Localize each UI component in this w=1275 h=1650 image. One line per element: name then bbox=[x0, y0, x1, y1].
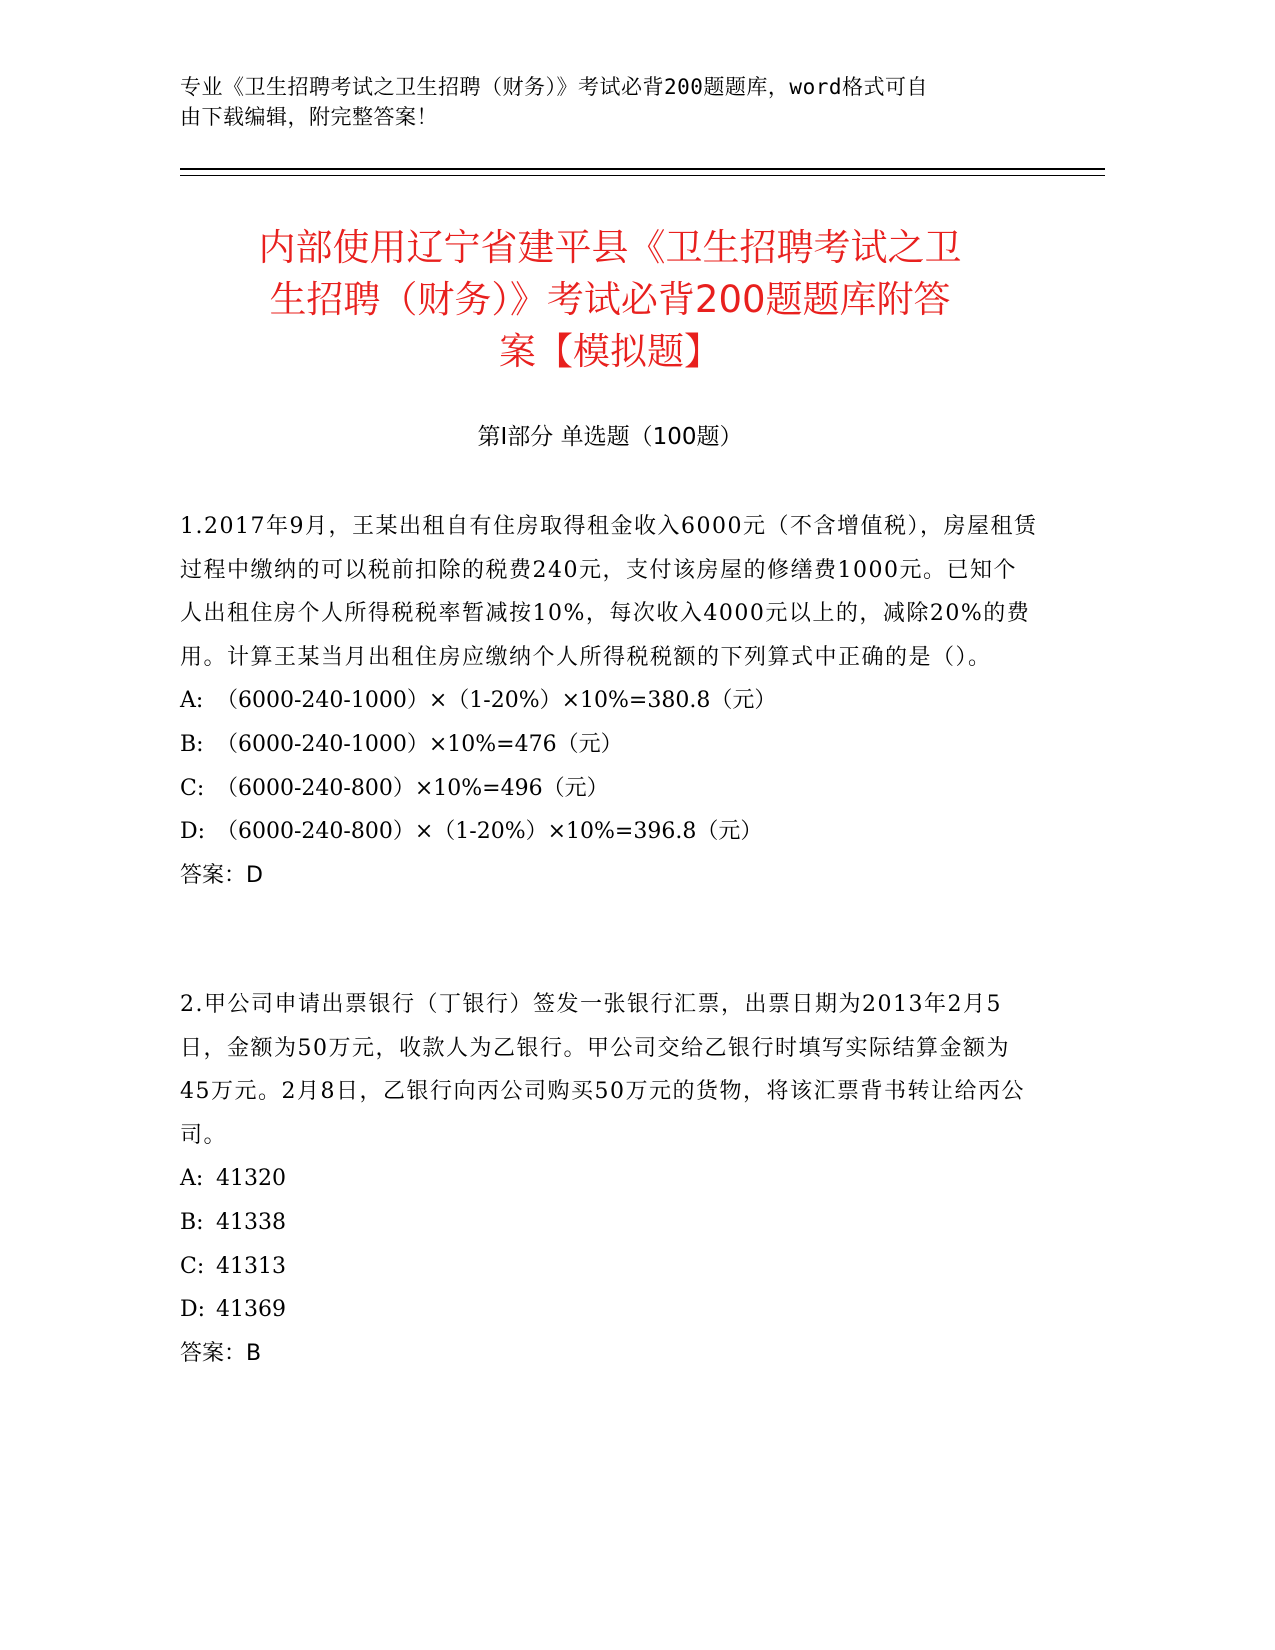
option-key: A: bbox=[180, 1166, 204, 1192]
option-a bbox=[180, 679, 1040, 723]
option-text: 41338 bbox=[216, 1209, 286, 1235]
document-title-line: 生招聘（财务）》考试必背200题题库附答 bbox=[269, 278, 951, 321]
option-key: C: bbox=[180, 775, 205, 801]
document-title-line: 案【模拟题】 bbox=[499, 330, 721, 373]
section-title: 第Ⅰ部分 单选题（100题） bbox=[477, 424, 743, 450]
option-text: （6000-240-1000）×10%=476（元） bbox=[216, 731, 623, 757]
option-text: 41369 bbox=[216, 1297, 286, 1323]
option-d bbox=[180, 810, 1040, 854]
option-b bbox=[180, 723, 1040, 767]
option-key: C: bbox=[180, 1253, 205, 1279]
header-divider-thick bbox=[180, 168, 1105, 170]
option-key: B: bbox=[180, 1209, 204, 1235]
option-text: （6000-240-1000）×（1-20%）×10%=380.8（元） bbox=[216, 688, 777, 714]
option-text: （6000-240-800）×（1-20%）×10%=396.8（元） bbox=[216, 819, 763, 845]
header-note bbox=[180, 72, 1040, 132]
option-text: 41313 bbox=[216, 1253, 286, 1279]
option-key: D: bbox=[180, 819, 206, 845]
option-key: D: bbox=[180, 1297, 206, 1323]
option-c bbox=[180, 1245, 1040, 1289]
question-1 bbox=[180, 505, 1040, 897]
option-b bbox=[180, 1201, 1040, 1245]
document-title bbox=[180, 222, 1040, 378]
question-2 bbox=[180, 983, 1040, 1375]
option-key: B: bbox=[180, 731, 204, 757]
option-text: （6000-240-800）×10%=496（元） bbox=[216, 775, 609, 801]
answer: 答案：B bbox=[180, 1340, 262, 1366]
option-d bbox=[180, 1288, 1040, 1332]
option-text: 41320 bbox=[216, 1166, 286, 1192]
document-title-line: 内部使用辽宁省建平县《卫生招聘考试之卫 bbox=[258, 226, 962, 269]
option-c bbox=[180, 767, 1040, 811]
header-note-line: 专业《卫生招聘考试之卫生招聘（财务）》考试必背200题题库，word格式可自 bbox=[180, 75, 928, 99]
question-stem: 2.甲公司申请出票银行（丁银行）签发一张银行汇票，出票日期为2013年2月5日，金额为50万元，收款人为乙银行。甲公司交给乙银行时填写实际结算金额为45万元。2月8日，乙银行向丙公司购买50万元的货物，将该汇票背书转让给丙公司。 bbox=[180, 992, 1025, 1148]
question-stem: 1.2017年9月，王某出租自有住房取得租金收入6000元（不含增值税），房屋租赁过程中缴纳的可以税前扣除的税费240元，支付该房屋的修缮费1000元。已知个人出租住房个人所得税税率暂减按10%，每次收入4000元以上的，减除20%的费用。计算王某当月出租住房应缴纳个人所得税税额的下列算式中正确的是（）。 bbox=[180, 514, 1038, 670]
header-note-line: 由下载编辑，附完整答案！ bbox=[180, 105, 438, 129]
option-a bbox=[180, 1157, 1040, 1201]
option-key: A: bbox=[180, 688, 204, 714]
answer: 答案：D bbox=[180, 862, 263, 888]
header-divider-thin bbox=[180, 175, 1105, 176]
